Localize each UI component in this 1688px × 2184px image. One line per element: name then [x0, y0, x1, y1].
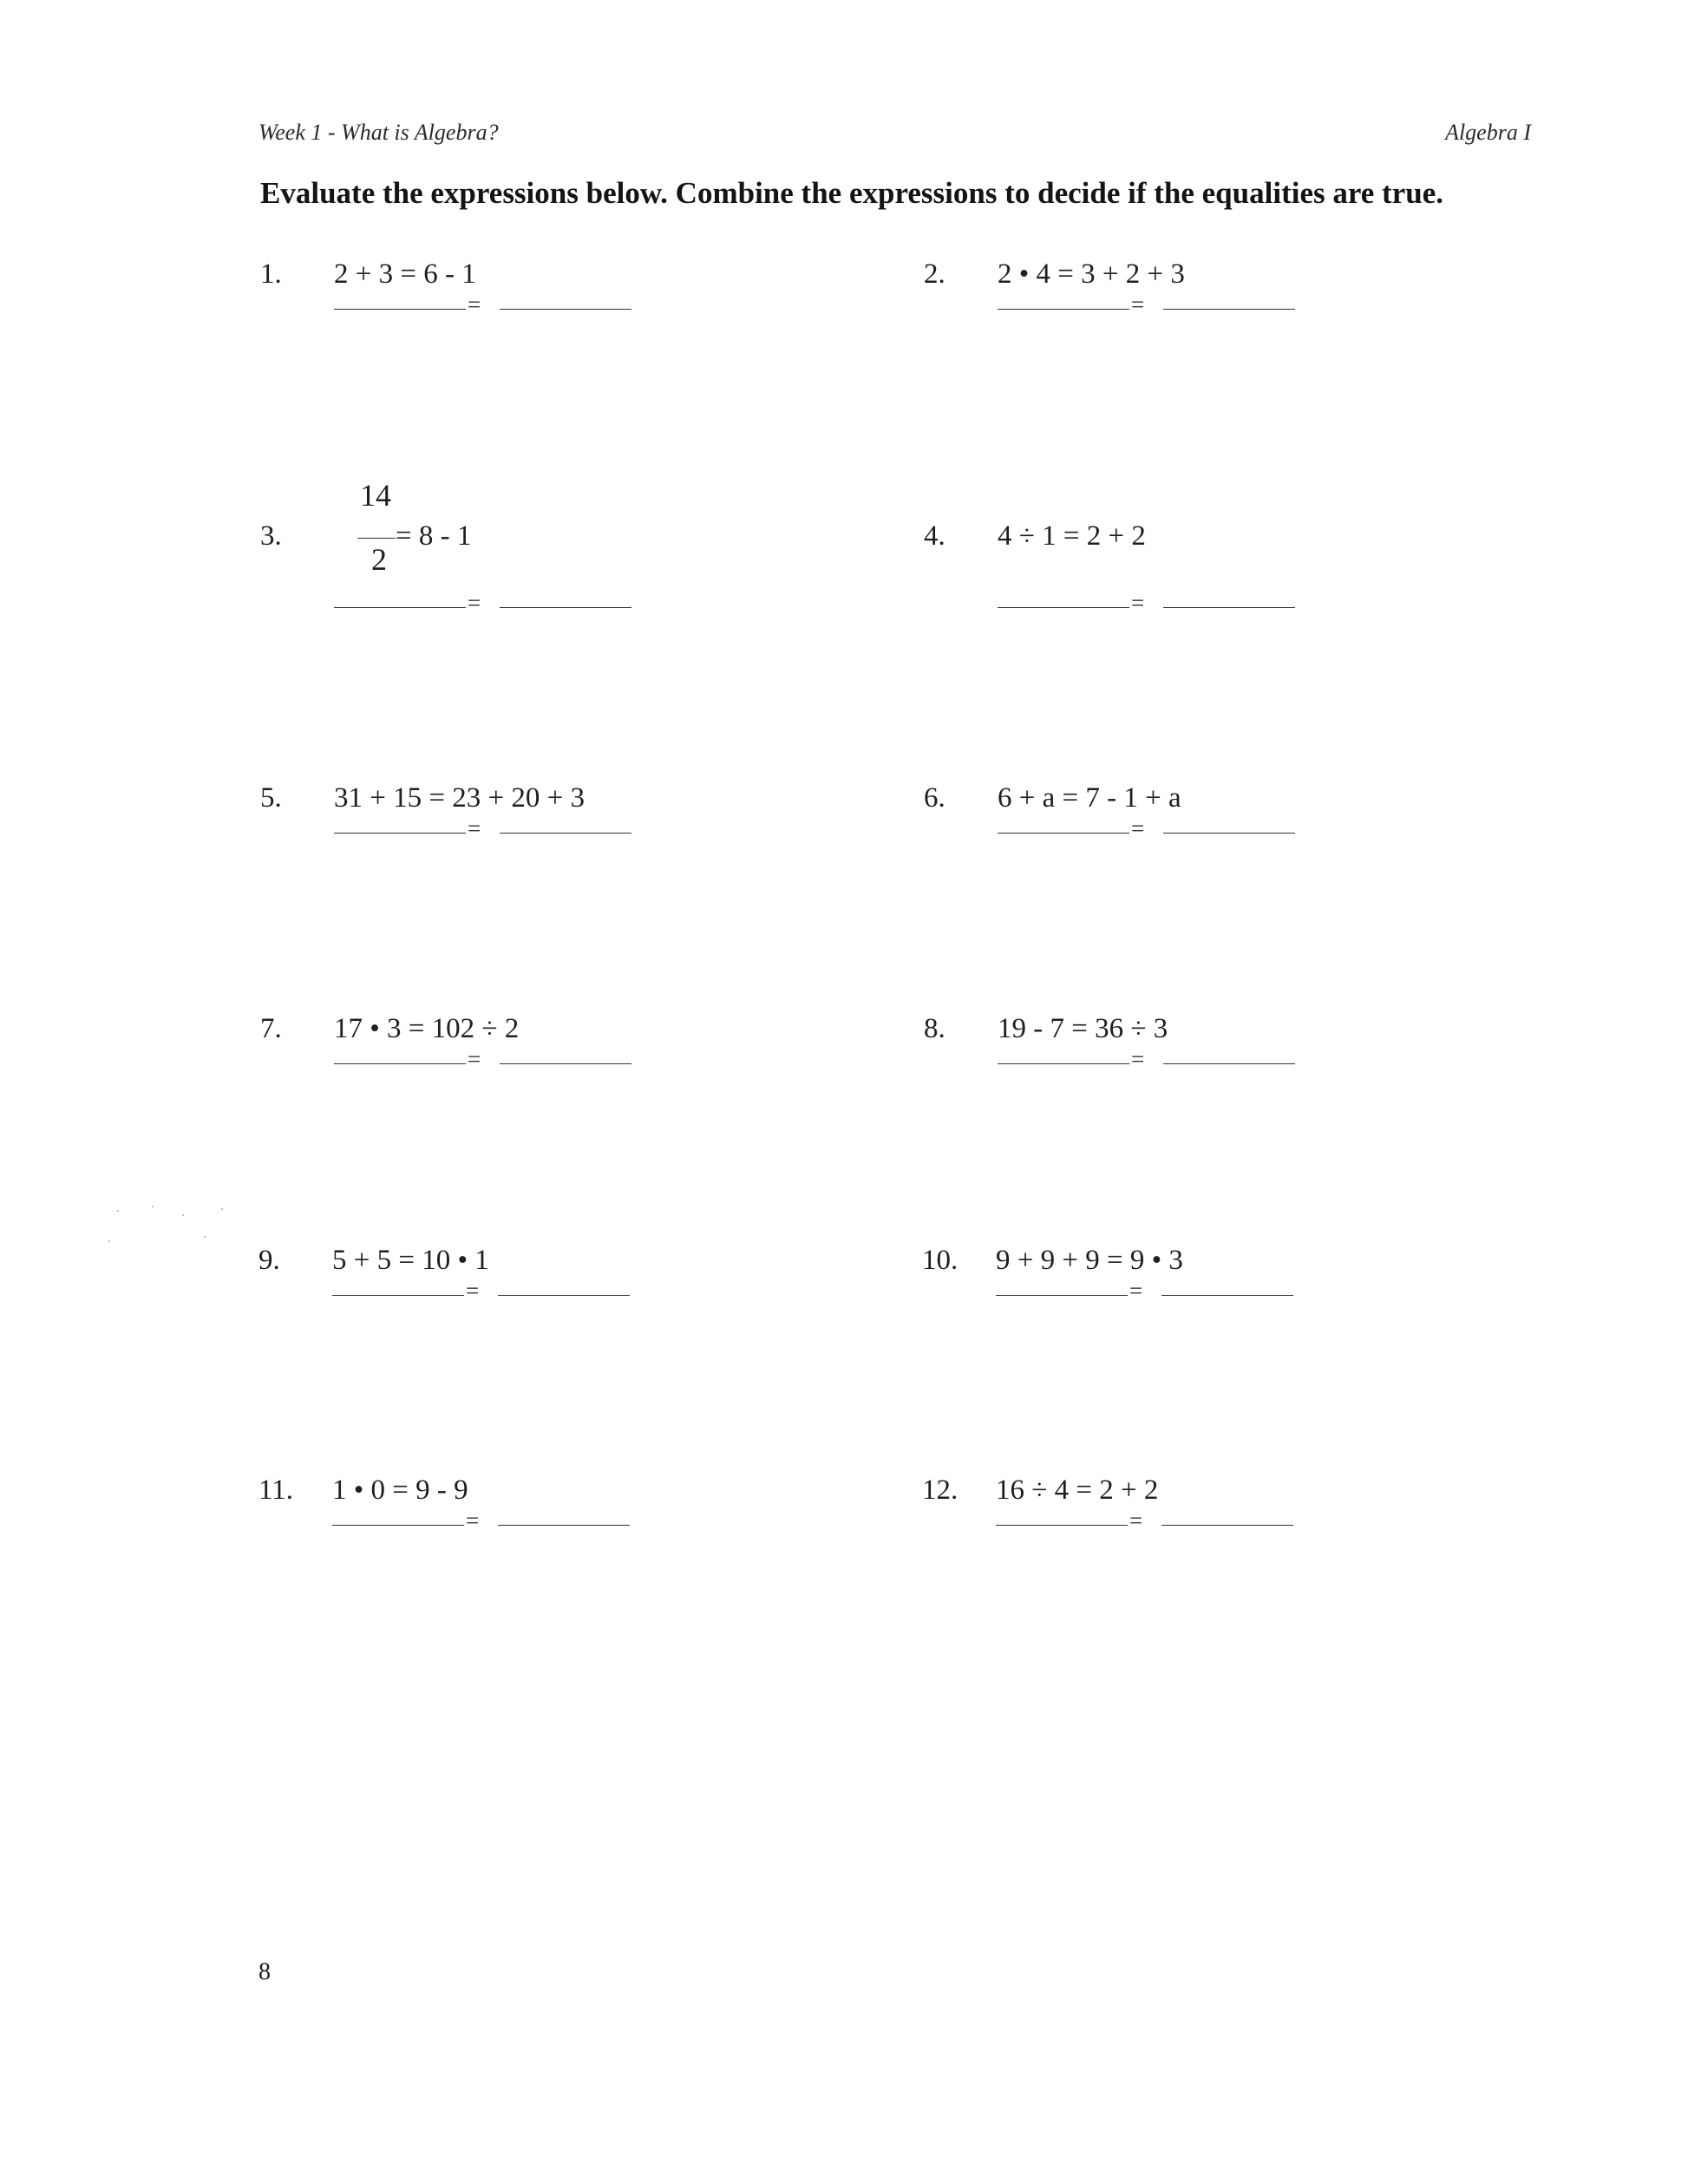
problem-1 [260, 258, 781, 397]
problem-12 [922, 1475, 1443, 1613]
problem-number: 2. [924, 258, 945, 290]
problem-expression: 31 + 15 = 23 + 20 + 3 [334, 782, 585, 814]
equals-sign: = [1129, 1278, 1143, 1304]
problem-11 [258, 1475, 779, 1613]
equals-sign: = [1131, 1046, 1145, 1072]
equals-sign: = [468, 291, 481, 317]
answer-blank-left[interactable] [998, 833, 1129, 834]
answer-blank-right[interactable] [500, 1063, 631, 1064]
answer-blank-left[interactable] [998, 309, 1129, 310]
equals-sign: = [468, 815, 481, 841]
problem-number: 8. [924, 1013, 945, 1044]
problem-expression: 9 + 9 + 9 = 9 • 3 [996, 1245, 1183, 1276]
problem-expression: 6 + a = 7 - 1 + a [998, 782, 1181, 814]
answer-blank-left[interactable] [332, 1525, 464, 1526]
problem-expression: 2 + 3 = 6 - 1 [334, 258, 476, 290]
page-number: 8 [258, 1958, 271, 1985]
answer-blank-right[interactable] [1163, 309, 1295, 310]
problem-expression: 19 - 7 = 36 ÷ 3 [998, 1013, 1168, 1044]
answer-blank-right[interactable] [500, 309, 631, 310]
problem-number: 6. [924, 782, 945, 814]
problem-9 [258, 1245, 779, 1383]
problem-7 [260, 1013, 781, 1152]
answer-blank-left[interactable] [332, 1295, 464, 1296]
answer-blank-left[interactable] [334, 833, 466, 834]
problem-number: 12. [922, 1475, 958, 1506]
answer-blank-right[interactable] [1163, 833, 1295, 834]
answer-blank-right[interactable] [1161, 1525, 1293, 1526]
problem-number: 3. [260, 520, 282, 552]
problem-number: 5. [260, 782, 282, 814]
answer-blank-left[interactable] [334, 309, 466, 310]
equals-sign: = [468, 1046, 481, 1072]
problem-4 [924, 520, 1444, 659]
problem-number: 10. [922, 1245, 958, 1276]
answer-blank-right[interactable] [1163, 607, 1295, 608]
problem-expression: 16 ÷ 4 = 2 + 2 [996, 1475, 1159, 1506]
problem-6 [924, 782, 1444, 921]
equals-sign: = [468, 590, 481, 616]
problem-expression: 1 • 0 = 9 - 9 [332, 1475, 468, 1506]
problem-expression: 2 • 4 = 3 + 2 + 3 [998, 258, 1185, 290]
instructions: Evaluate the expressions below. Combine the expressions to decide if the equalities are true. [260, 176, 1443, 210]
problem-number: 11. [258, 1475, 294, 1506]
answer-blank-left[interactable] [334, 1063, 466, 1064]
fraction-bar [357, 538, 396, 539]
header-right-title: Algebra I [1445, 120, 1531, 145]
problem-number: 4. [924, 520, 945, 552]
problem-expression: 5 + 5 = 10 • 1 [332, 1245, 489, 1276]
header-left-title: Week 1 - What is Algebra? [258, 120, 499, 145]
problem-10 [922, 1245, 1443, 1383]
equals-sign: = [466, 1507, 480, 1533]
answer-blank-right[interactable] [1161, 1295, 1293, 1296]
answer-blank-right[interactable] [498, 1295, 630, 1296]
problem-expression: 17 • 3 = 102 ÷ 2 [334, 1013, 520, 1044]
fraction-denominator: 2 [371, 542, 387, 577]
answer-blank-left[interactable] [998, 1063, 1129, 1064]
problem-number: 7. [260, 1013, 282, 1044]
equals-sign: = [1131, 590, 1145, 616]
fraction-numerator: 14 [360, 478, 391, 513]
answer-blank-left[interactable] [996, 1295, 1128, 1296]
problem-expression: 4 ÷ 1 = 2 + 2 [998, 520, 1146, 552]
answer-blank-left[interactable] [998, 607, 1129, 608]
problem-2 [924, 258, 1444, 397]
equals-sign: = [1129, 1507, 1143, 1533]
equals-sign: = [1131, 291, 1145, 317]
problem-3 [260, 478, 781, 659]
equals-sign: = [466, 1278, 480, 1304]
answer-blank-right[interactable] [500, 607, 631, 608]
problem-number: 1. [260, 258, 282, 290]
answer-blank-right[interactable] [1163, 1063, 1295, 1064]
answer-blank-left[interactable] [334, 607, 466, 608]
problem-8 [924, 1013, 1444, 1152]
answer-blank-right[interactable] [498, 1525, 630, 1526]
equals-sign: = [1131, 815, 1145, 841]
answer-blank-left[interactable] [996, 1525, 1128, 1526]
problem-expression: = 8 - 1 [396, 520, 472, 552]
scan-specks [100, 1201, 247, 1253]
problem-number: 9. [258, 1245, 280, 1276]
problem-5 [260, 782, 781, 921]
answer-blank-right[interactable] [500, 833, 631, 834]
